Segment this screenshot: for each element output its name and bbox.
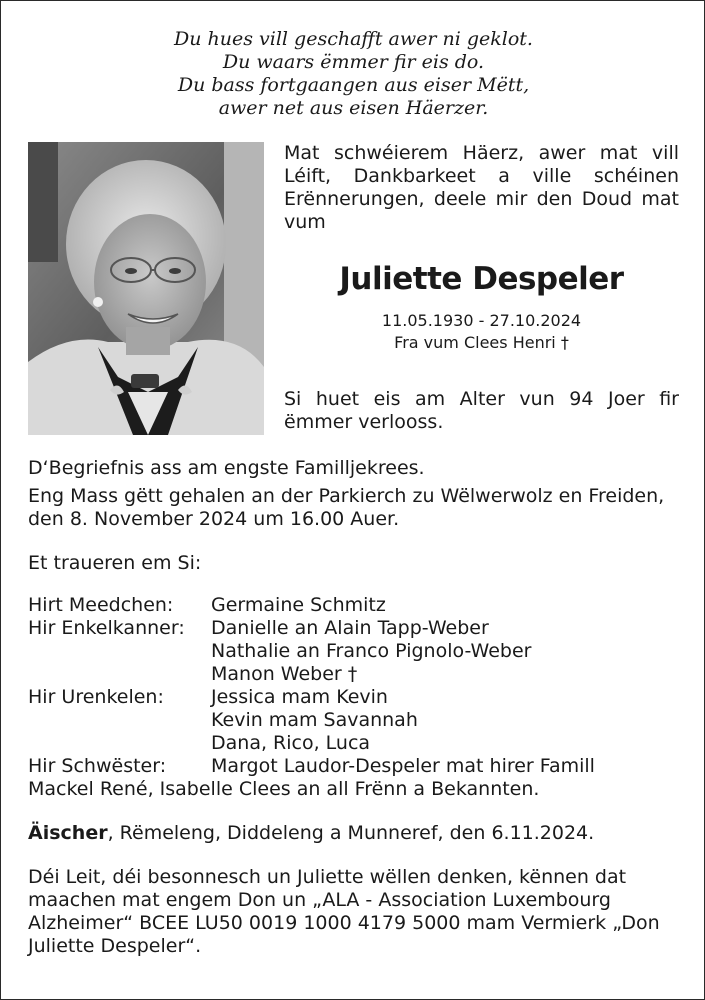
family-role: Hir Urenkelen: [28, 686, 164, 708]
family-role: Hir Schwëster: [28, 755, 167, 777]
intro-text: Mat schwéierem Häerz, awer mat vill Léift, Dankbarkeet a ville schéinen Erënnerungen, deele mir den Doud mat vum [284, 142, 679, 233]
family-member: Manon Weber † [211, 663, 358, 685]
family-role: Hir Enkelkanner: [28, 617, 185, 639]
portrait-photo [28, 142, 264, 435]
family-member: Jessica mam Kevin [211, 686, 388, 708]
notice-body [28, 457, 688, 958]
family-member: Dana, Rico, Luca [211, 732, 371, 754]
family-row [28, 755, 595, 778]
life-details [284, 310, 679, 354]
deceased-name: Juliette Despeler [339, 261, 624, 297]
family-role: Hirt Meedchen: [28, 594, 174, 616]
poem-line: Du hues vill geschafft awer ni geklot. [174, 28, 533, 50]
place-rest: , Rëmeleng, Diddeleng a Munneref, den 6.11.2024. [107, 822, 595, 844]
death-note: Si huet eis am Alter vun 94 Joer fir ëmmer verlooss. [284, 388, 679, 433]
others-text: Mackel René, Isabelle Clees an all Frënn a Bekannten. [28, 778, 540, 800]
poem-line: Du waars ëmmer fir eis do. [222, 51, 485, 73]
place-bold: Äischer [28, 822, 108, 844]
family-member: Margot Laudor-Despeler mat hirer Famill [211, 755, 595, 777]
poem-line: Du bass fortgaangen aus eiser Mëtt, [177, 74, 530, 96]
life-dates: 11.05.1930 - 27.10.2024 [381, 311, 582, 330]
family-member: Germaine Schmitz [211, 594, 386, 616]
family-row [28, 594, 595, 617]
place-date-line [28, 822, 688, 845]
family-row [28, 686, 595, 755]
mass-text: Eng Mass gëtt gehalen an der Parkierch zu Wëlwerwolz en Freiden, den 8. November 2024 um 16.00 Auer. [28, 485, 665, 530]
mourners-heading: Et traueren em Si: [28, 552, 202, 574]
donation-text: Déi Leit, déi besonnesch un Juliette wëllen denken, kënnen dat maachen mat engem Don un „ALA - Association Luxembourg Alzheimer“ BCEE LU50 0019 1000 4179 5000 mam Vermierk „Don Juliette Despeler“. [28, 866, 660, 957]
spouse-line: Fra vum Clees Henri † [394, 333, 569, 352]
family-member: Danielle an Alain Tapp-Weber [211, 617, 489, 639]
family-row [28, 617, 595, 686]
memorial-poem [1, 28, 705, 120]
family-list [28, 594, 595, 778]
family-member: Kevin mam Savannah [211, 709, 418, 731]
family-member: Nathalie an Franco Pignolo-Weber [211, 640, 532, 662]
poem-line: awer net aus eisen Häerzer. [218, 97, 489, 119]
funeral-text: D‘Begriefnis ass am engste Familljekrees. [28, 457, 425, 479]
